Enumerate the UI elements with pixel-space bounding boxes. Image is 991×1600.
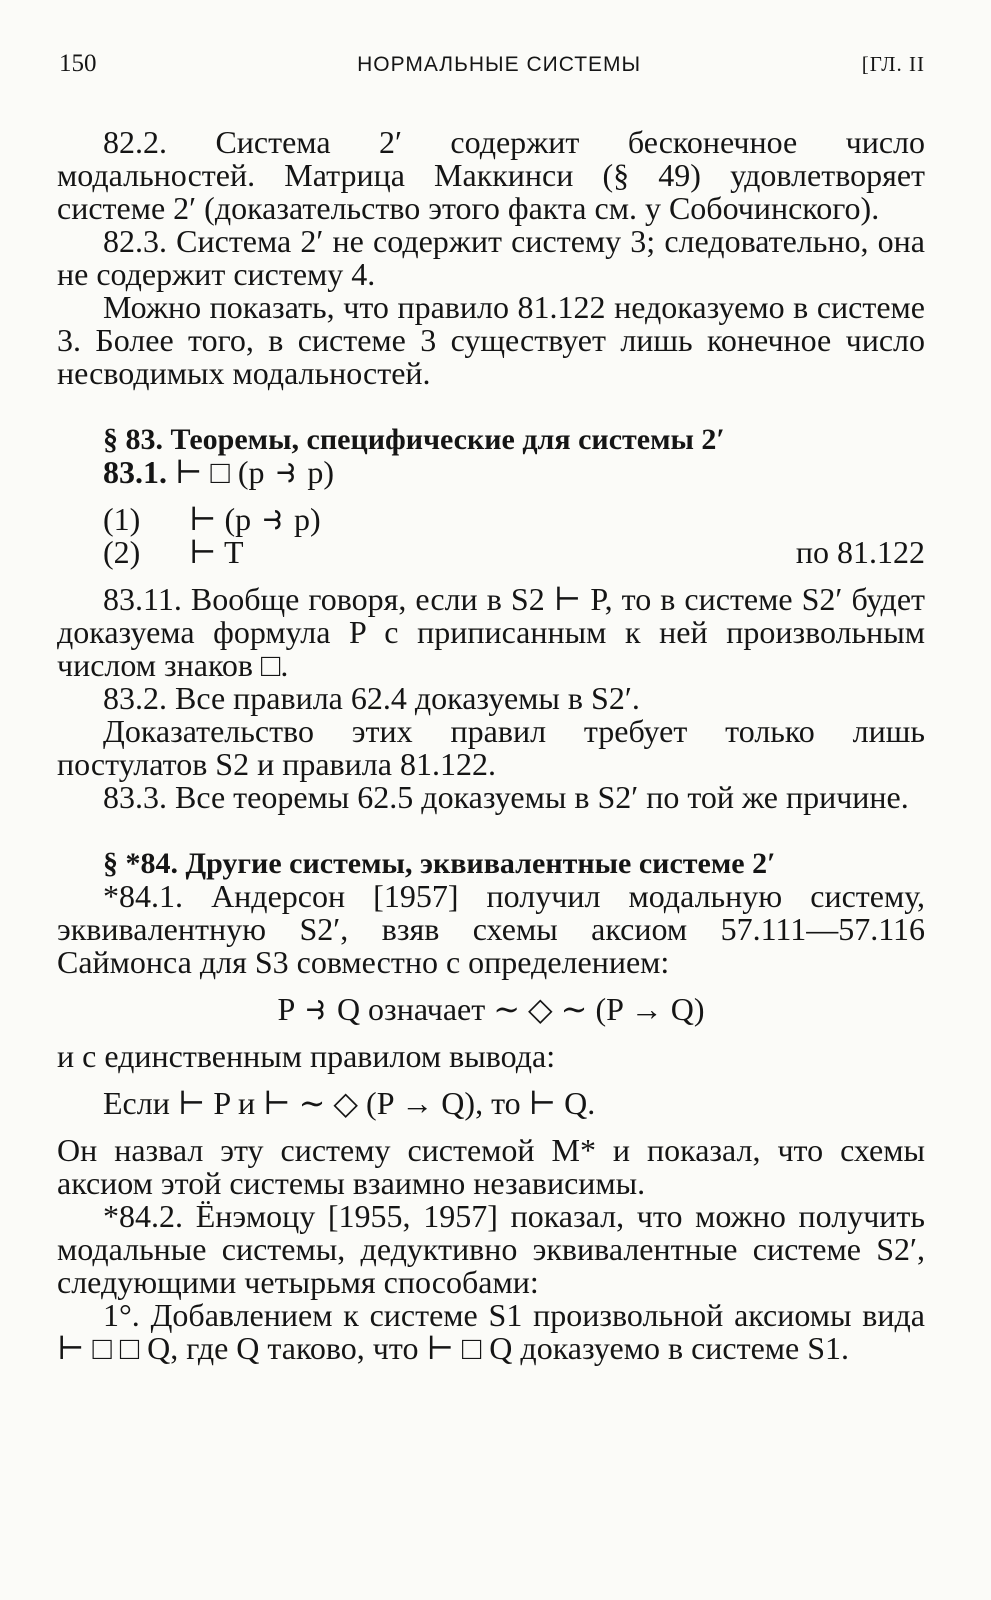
definition-formula: P ⥽ Q означает ∼ ◇ ∼ (P → Q): [277, 991, 705, 1027]
proof-step-2: [57, 536, 925, 569]
paragraph-82-2: 82.2. Система 2′ содержит бесконечное число модальностей. Матрица Маккинси (§ 49) удовлетворяет системе 2′ (доказательство этого факта см. у Собочинского).: [57, 124, 925, 226]
paragraph-84-2: *84.2. Ёнэмоцу [1955, 1957] показал, что можно получить модальные системы, дедуктивно эквивалентные системе S2′, следующими четырьмя способами:: [57, 1198, 925, 1300]
paragraph-84-1: *84.1. Андерсон [1957] получил модальную систему, эквивалентную S2′, взяв схемы аксиом 57.111—57.116 Саймонса для S3 совместно с определением:: [57, 878, 925, 980]
proof-step-1: [57, 503, 925, 536]
step-formula: ⊢ T: [189, 534, 244, 570]
paragraph-83-2: 83.2. Все правила 62.4 доказуемы в S2′.: [103, 680, 640, 716]
paragraph-method-1: 1°. Добавлением к системе S1 произвольной аксиомы вида ⊢ □ □ Q, где Q таково, что ⊢ □ Q доказуемо в системе S1.: [57, 1297, 925, 1366]
inference-rule: Если ⊢ P и ⊢ ∼ ◇ (P → Q), то ⊢ Q.: [103, 1085, 596, 1121]
paragraph-83-3: 83.3. Все теоремы 62.5 доказуемы в S2′ по той же причине.: [103, 779, 909, 815]
theorem-label: 83.1.: [103, 454, 167, 490]
paragraph-remark: Можно показать, что правило 81.122 недоказуемо в системе 3. Более того, в системе 3 существует лишь конечное число несводимых модальностей.: [57, 289, 925, 391]
section-83-heading: § 83. Теоремы, специфические для системы 2′: [103, 423, 725, 456]
paragraph-83-11: 83.11. Вообще говоря, если в S2 ⊢ P, то в системе S2′ будет доказуема формула P с приписанным к ней произвольным числом знаков □.: [57, 581, 925, 683]
paragraph-rule-intro: и с единственным правилом вывода:: [57, 1038, 556, 1074]
step-formula: ⊢ (p ⥽ p): [189, 501, 321, 537]
step-number: (2): [103, 534, 141, 570]
theorem-83-1: [57, 456, 925, 489]
paragraph-82-3: 82.3. Система 2′ не содержит систему 3; следовательно, она не содержит систему 4.: [57, 223, 925, 292]
page-body: [57, 126, 925, 1365]
paragraph-m-star: Он назвал эту систему системой M* и показал, что схемы аксиом этой системы взаимно независимы.: [57, 1132, 925, 1201]
running-title: НОРМАЛЬНЫЕ СИСТЕМЫ: [357, 53, 642, 76]
paragraph-proof-note: Доказательство этих правил требует только лишь постулатов S2 и правила 81.122.: [57, 713, 925, 782]
step-number: (1): [103, 501, 141, 537]
section-84-heading: § *84. Другие системы, эквивалентные системе 2′: [103, 847, 776, 880]
step-reference: по 81.122: [795, 534, 925, 570]
page-number: 150: [59, 50, 97, 77]
chapter-label: [ГЛ. II: [861, 52, 925, 76]
theorem-formula: ⊢ □ (p ⥽ p): [175, 454, 334, 490]
running-header: [59, 50, 925, 92]
